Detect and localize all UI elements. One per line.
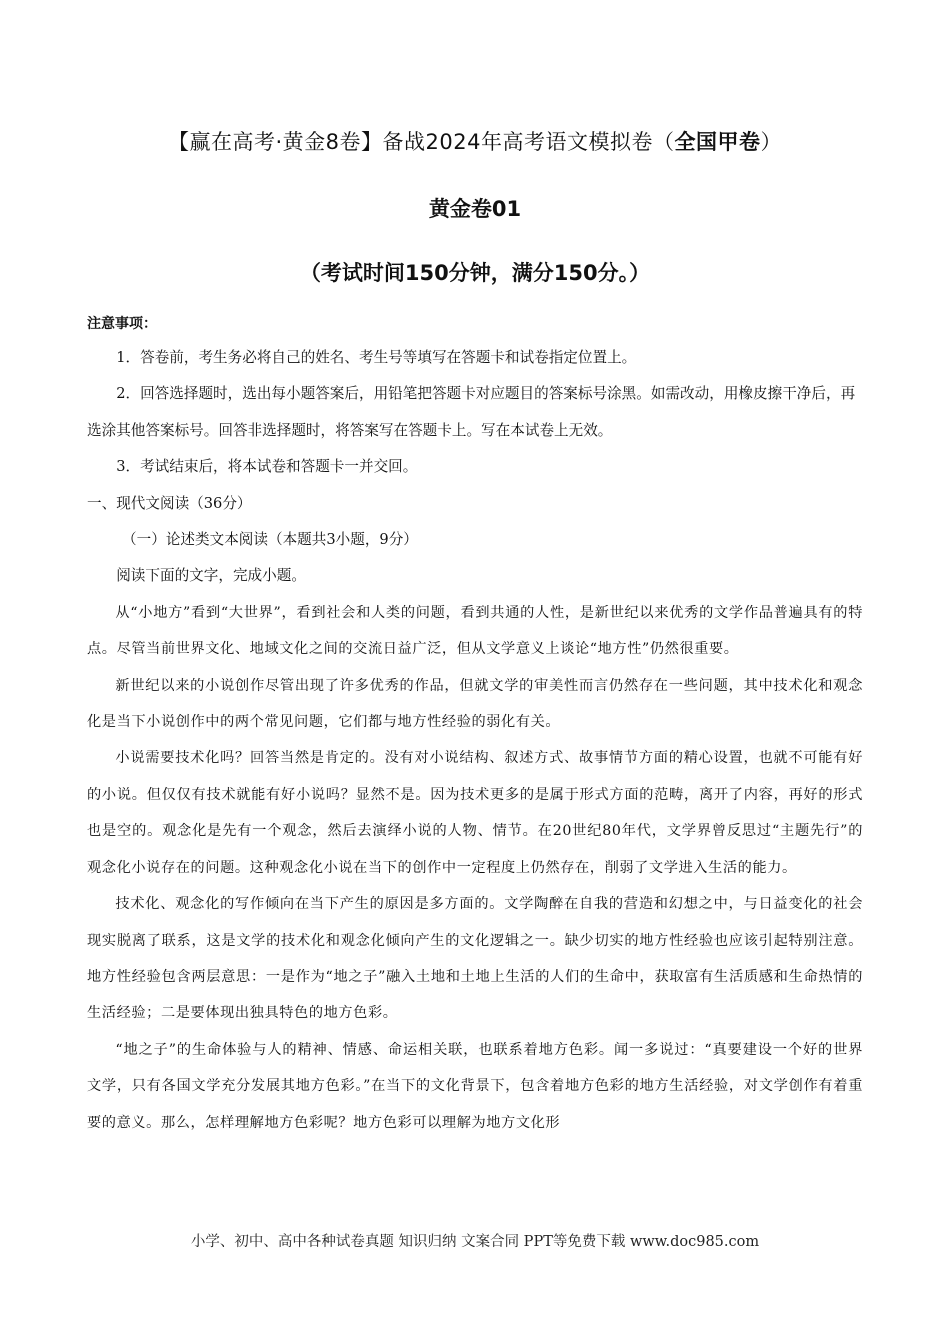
exam-subtitle: 黄金卷01 xyxy=(428,197,522,221)
article-paragraph-4: 技术化、观念化的写作倾向在当下产生的原因是多方面的。文学陶醉在自我的营造和幻想之中，与日益变化的社会现实脱离了联系，这是文学的技术化和观念化倾向产生的文化逻辑之一。缺少切实的地方性经验也应该引起特别注意。地方性经验包含两层意思：一是作为“地之子”融入土地和土地上生活的人们的生命中，获取富有生活质感和生命热情的生活经验；二是要体现出独具特色的地方色彩。 xyxy=(87,896,863,1022)
exam-title-part2: ） xyxy=(760,130,782,154)
notes-heading: 注意事项： xyxy=(87,316,157,332)
note-item-1: 1．答卷前，考生务必将自己的姓名、考生号等填写在答题卡和试卷指定位置上。 xyxy=(116,349,637,366)
page-footer: 小学、初中、高中各种试卷真题 知识归纳 文案合同 PPT等免费下载 www.doc985.com xyxy=(190,1234,760,1250)
exam-title xyxy=(0,126,950,156)
section-subheading: （一）论述类文本阅读（本题共3小题，9分） xyxy=(122,531,418,549)
note-item-2: 2．回答选择题时，选出每小题答案后，用铅笔把答题卡对应题目的答案标号涂黑。如需改动，用橡皮擦干净后，再选涂其他答案标号。回答非选择题时，将答案写在答题卡上。写在本试卷上无效。 xyxy=(87,385,856,439)
section-heading: 一、现代文阅读（36分） xyxy=(87,494,252,512)
exam-title-part1: 【赢在高考·黄金8卷】备战2024年高考语文模拟卷（ xyxy=(168,130,675,154)
article-paragraph-5: “地之子”的生命体验与人的精神、情感、命运相关联，也联系着地方色彩。闻一多说过：“真要建设一个好的世界文学，只有各国文学充分发展其地方色彩。”在当下的文化背景下，包含着地方色彩的地方生活经验，对文学创作有着重要的意义。那么，怎样理解地方色彩呢？地方色彩可以理解为地方文化形 xyxy=(87,1041,863,1131)
article-paragraph-3: 小说需要技术化吗？回答当然是肯定的。没有对小说结构、叙述方式、故事情节方面的精心设置，也就不可能有好的小说。但仅仅有技术就能有好小说吗？显然不是。因为技术更多的是属于形式方面的范畴，离开了内容，再好的形式也是空的。观念化是先有一个观念，然后去演绎小说的人物、情节。在20世纪80年代，文学界曾反思过“主题先行”的观念化小说存在的问题。这种观念化小说在当下的创作中一定程度上仍然存在，削弱了文学进入生活的能力。 xyxy=(87,750,863,876)
article-paragraph-1: 从“小地方”看到“大世界”，看到社会和人类的问题，看到共通的人性，是新世纪以来优秀的文学作品普遍具有的特点。尽管当前世界文化、地域文化之间的交流日益广泛，但从文学意义上谈论“地方性”仍然很重要。 xyxy=(87,604,863,658)
exam-time-info: （考试时间150分钟，满分150分。） xyxy=(299,261,651,285)
exam-title-region: 全国甲卷 xyxy=(674,130,761,154)
note-item-3: 3．考试结束后，将本试卷和答题卡一并交回。 xyxy=(116,458,418,476)
exam-content xyxy=(87,340,863,1141)
reading-instruction: 阅读下面的文字，完成小题。 xyxy=(116,567,306,585)
article-paragraph-2: 新世纪以来的小说创作尽管出现了许多优秀的作品，但就文学的审美性而言仍然存在一些问题，其中技术化和观念化是当下小说创作中的两个常见问题，它们都与地方性经验的弱化有关。 xyxy=(87,677,863,731)
